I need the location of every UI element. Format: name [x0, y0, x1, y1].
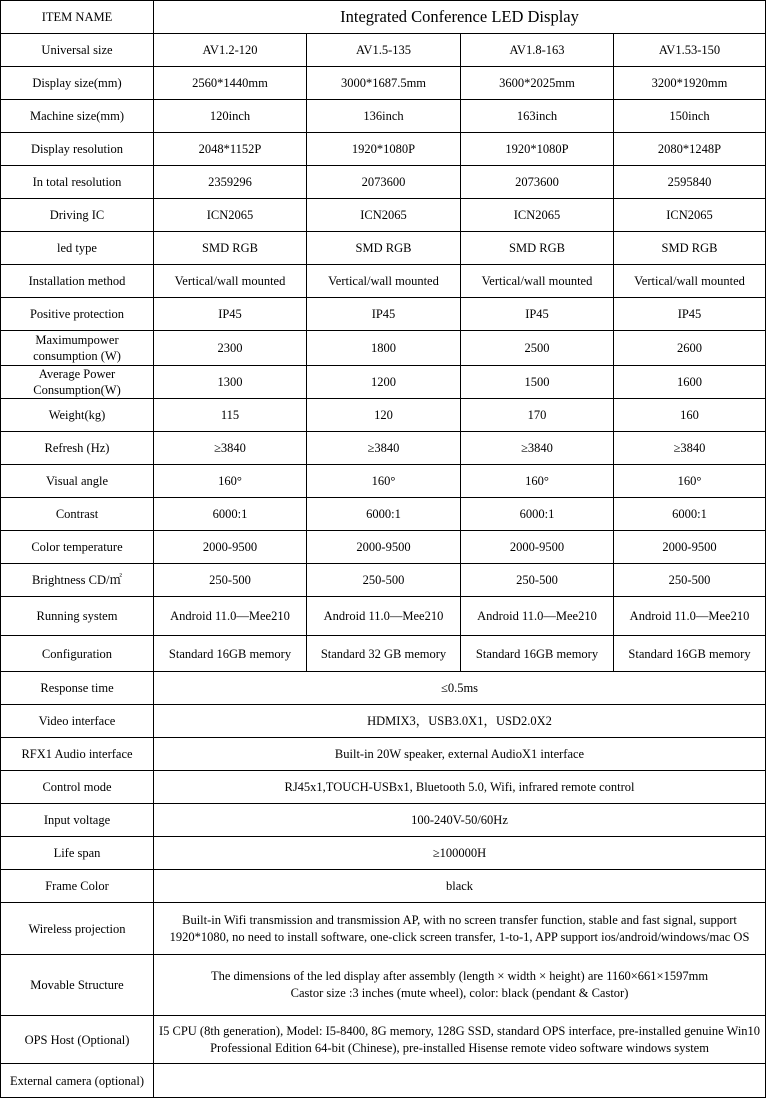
row-label: Running system — [1, 597, 154, 636]
item-name-header: ITEM NAME — [1, 1, 154, 34]
spec-value: 1300 — [154, 366, 307, 399]
spec-line: Castor size :3 inches (mute wheel), color: black (pendant & Castor) — [290, 986, 629, 1000]
table-row — [1, 1016, 766, 1064]
spec-table-body — [1, 1, 766, 1098]
table-row — [1, 465, 766, 498]
table-row — [1, 399, 766, 432]
table-row — [1, 705, 766, 738]
row-label: Driving IC — [1, 199, 154, 232]
spec-value: AV1.2-120 — [154, 34, 307, 67]
spec-value: 2000-9500 — [461, 531, 614, 564]
spec-value: SMD RGB — [461, 232, 614, 265]
spec-value: Vertical/wall mounted — [307, 265, 461, 298]
spec-value: 163inch — [461, 100, 614, 133]
product-title: Integrated Conference LED Display — [154, 1, 766, 34]
spec-value: 1500 — [461, 366, 614, 399]
table-row — [1, 771, 766, 804]
spec-value: IP45 — [461, 298, 614, 331]
spec-value: ICN2065 — [154, 199, 307, 232]
spec-value: Standard 16GB memory — [614, 636, 766, 672]
spec-value: 170 — [461, 399, 614, 432]
spec-value: IP45 — [307, 298, 461, 331]
spec-value: 2560*1440mm — [154, 67, 307, 100]
table-row — [1, 199, 766, 232]
spec-value: Vertical/wall mounted — [614, 265, 766, 298]
spec-value: 2073600 — [307, 166, 461, 199]
spec-value: 1200 — [307, 366, 461, 399]
spec-value: 160° — [461, 465, 614, 498]
spec-value: Android 11.0—Mee210 — [307, 597, 461, 636]
spec-value: 2000-9500 — [154, 531, 307, 564]
spec-value: 1800 — [307, 331, 461, 366]
spec-value-merged: RJ45x1,TOUCH-USBx1, Bluetooth 5.0, Wifi, infrared remote control — [154, 771, 766, 804]
spec-value: ≥3840 — [307, 432, 461, 465]
spec-value: ICN2065 — [614, 199, 766, 232]
table-row — [1, 531, 766, 564]
spec-value: 250-500 — [614, 564, 766, 597]
spec-value: 250-500 — [307, 564, 461, 597]
spec-value: Vertical/wall mounted — [461, 265, 614, 298]
spec-value: AV1.5-135 — [307, 34, 461, 67]
table-row — [1, 265, 766, 298]
spec-value: 3600*2025mm — [461, 67, 614, 100]
spec-value: ≥3840 — [154, 432, 307, 465]
table-row — [1, 366, 766, 399]
spec-value-merged: 100-240V-50/60Hz — [154, 804, 766, 837]
table-row — [1, 636, 766, 672]
spec-value: 2595840 — [614, 166, 766, 199]
row-label: Refresh (Hz) — [1, 432, 154, 465]
spec-value: 6000:1 — [154, 498, 307, 531]
table-row — [1, 100, 766, 133]
spec-value: IP45 — [614, 298, 766, 331]
table-row — [1, 672, 766, 705]
row-label: RFX1 Audio interface — [1, 738, 154, 771]
spec-value-merged: Built-in 20W speaker, external AudioX1 interface — [154, 738, 766, 771]
row-label: Average Power Consumption(W) — [1, 366, 154, 399]
row-label: Universal size — [1, 34, 154, 67]
spec-value: 3200*1920mm — [614, 67, 766, 100]
table-row — [1, 903, 766, 955]
spec-value-merged: ≤0.5ms — [154, 672, 766, 705]
spec-value: IP45 — [154, 298, 307, 331]
spec-value: SMD RGB — [154, 232, 307, 265]
spec-value: ≥3840 — [461, 432, 614, 465]
row-label: Movable Structure — [1, 955, 154, 1016]
row-label: Positive protection — [1, 298, 154, 331]
table-row — [1, 597, 766, 636]
row-label: Life span — [1, 837, 154, 870]
spec-value: 6000:1 — [307, 498, 461, 531]
table-row — [1, 955, 766, 1016]
spec-value: 120inch — [154, 100, 307, 133]
spec-value-merged — [154, 1064, 766, 1098]
spec-value: 2600 — [614, 331, 766, 366]
spec-value-merged — [154, 955, 766, 1016]
row-label: Weight(kg) — [1, 399, 154, 432]
table-row — [1, 1064, 766, 1098]
table-row — [1, 804, 766, 837]
table-row — [1, 738, 766, 771]
spec-value: 136inch — [307, 100, 461, 133]
spec-value: 6000:1 — [461, 498, 614, 531]
spec-value: Android 11.0—Mee210 — [461, 597, 614, 636]
row-label: led type — [1, 232, 154, 265]
spec-value: 2000-9500 — [614, 531, 766, 564]
spec-value: Vertical/wall mounted — [154, 265, 307, 298]
row-label: Maximumpower consumption (W) — [1, 331, 154, 366]
table-row — [1, 166, 766, 199]
spec-value: 3000*1687.5mm — [307, 67, 461, 100]
row-label: In total resolution — [1, 166, 154, 199]
row-label: Display size(mm) — [1, 67, 154, 100]
spec-value: Standard 16GB memory — [461, 636, 614, 672]
spec-value: Standard 32 GB memory — [307, 636, 461, 672]
row-label: Machine size(mm) — [1, 100, 154, 133]
spec-value: 120 — [307, 399, 461, 432]
spec-value: 250-500 — [461, 564, 614, 597]
table-row — [1, 837, 766, 870]
spec-value: 6000:1 — [614, 498, 766, 531]
spec-value: ICN2065 — [461, 199, 614, 232]
spec-value: 1600 — [614, 366, 766, 399]
spec-value-merged: ≥100000H — [154, 837, 766, 870]
spec-line: The dimensions of the led display after assembly (length × width × height) are 1160×661×1597mm — [210, 969, 709, 983]
spec-value: 160 — [614, 399, 766, 432]
row-label: Control mode — [1, 771, 154, 804]
spec-value-merged: I5 CPU (8th generation), Model: I5-8400, 8G memory, 128G SSD, standard OPS interface, pre-installed genuine Win10 Professional Edition 64-bit (Chinese), pre-installed Hisense remote video software windows system — [154, 1016, 766, 1064]
table-row — [1, 298, 766, 331]
spec-value: 2500 — [461, 331, 614, 366]
row-label: Input voltage — [1, 804, 154, 837]
spec-value: 160° — [154, 465, 307, 498]
table-row — [1, 564, 766, 597]
row-label: Video interface — [1, 705, 154, 738]
table-row — [1, 870, 766, 903]
row-label: OPS Host (Optional) — [1, 1016, 154, 1064]
row-label: Color temperature — [1, 531, 154, 564]
spec-value: 2048*1152P — [154, 133, 307, 166]
spec-value: Android 11.0—Mee210 — [614, 597, 766, 636]
spec-value: AV1.53-150 — [614, 34, 766, 67]
table-row — [1, 67, 766, 100]
row-label: Installation method — [1, 265, 154, 298]
spec-value: Android 11.0—Mee210 — [154, 597, 307, 636]
header-row — [1, 1, 766, 34]
row-label: External camera (optional) — [1, 1064, 154, 1098]
spec-value: AV1.8-163 — [461, 34, 614, 67]
spec-value: 160° — [614, 465, 766, 498]
table-row — [1, 232, 766, 265]
row-label: Display resolution — [1, 133, 154, 166]
spec-value: 1920*1080P — [461, 133, 614, 166]
spec-value: 160° — [307, 465, 461, 498]
spec-value: 250-500 — [154, 564, 307, 597]
table-row — [1, 133, 766, 166]
spec-value: ICN2065 — [307, 199, 461, 232]
spec-value-merged: Built-in Wifi transmission and transmission AP, with no screen transfer function, stable and fast signal, support 1920*1080, no need to install software, one-click screen transfer, 1-to-1, APP support ios/android/windows/mac OS — [154, 903, 766, 955]
table-row — [1, 34, 766, 67]
spec-value: 150inch — [614, 100, 766, 133]
spec-value: 2300 — [154, 331, 307, 366]
spec-value: SMD RGB — [307, 232, 461, 265]
row-label: Wireless projection — [1, 903, 154, 955]
spec-value: Standard 16GB memory — [154, 636, 307, 672]
row-label: Contrast — [1, 498, 154, 531]
spec-value: 2080*1248P — [614, 133, 766, 166]
spec-value: ≥3840 — [614, 432, 766, 465]
table-row — [1, 432, 766, 465]
spec-value: 2073600 — [461, 166, 614, 199]
table-row — [1, 498, 766, 531]
spec-value-merged: black — [154, 870, 766, 903]
spec-value: SMD RGB — [614, 232, 766, 265]
spec-value: 2000-9500 — [307, 531, 461, 564]
row-label: Configuration — [1, 636, 154, 672]
spec-value: 115 — [154, 399, 307, 432]
spec-value: 2359296 — [154, 166, 307, 199]
row-label: Response time — [1, 672, 154, 705]
table-row — [1, 331, 766, 366]
row-label: Brightness CD/㎡ — [1, 564, 154, 597]
spec-value: 1920*1080P — [307, 133, 461, 166]
spec-value-merged: HDMIX3，USB3.0X1，USD2.0X2 — [154, 705, 766, 738]
row-label: Visual angle — [1, 465, 154, 498]
row-label: Frame Color — [1, 870, 154, 903]
